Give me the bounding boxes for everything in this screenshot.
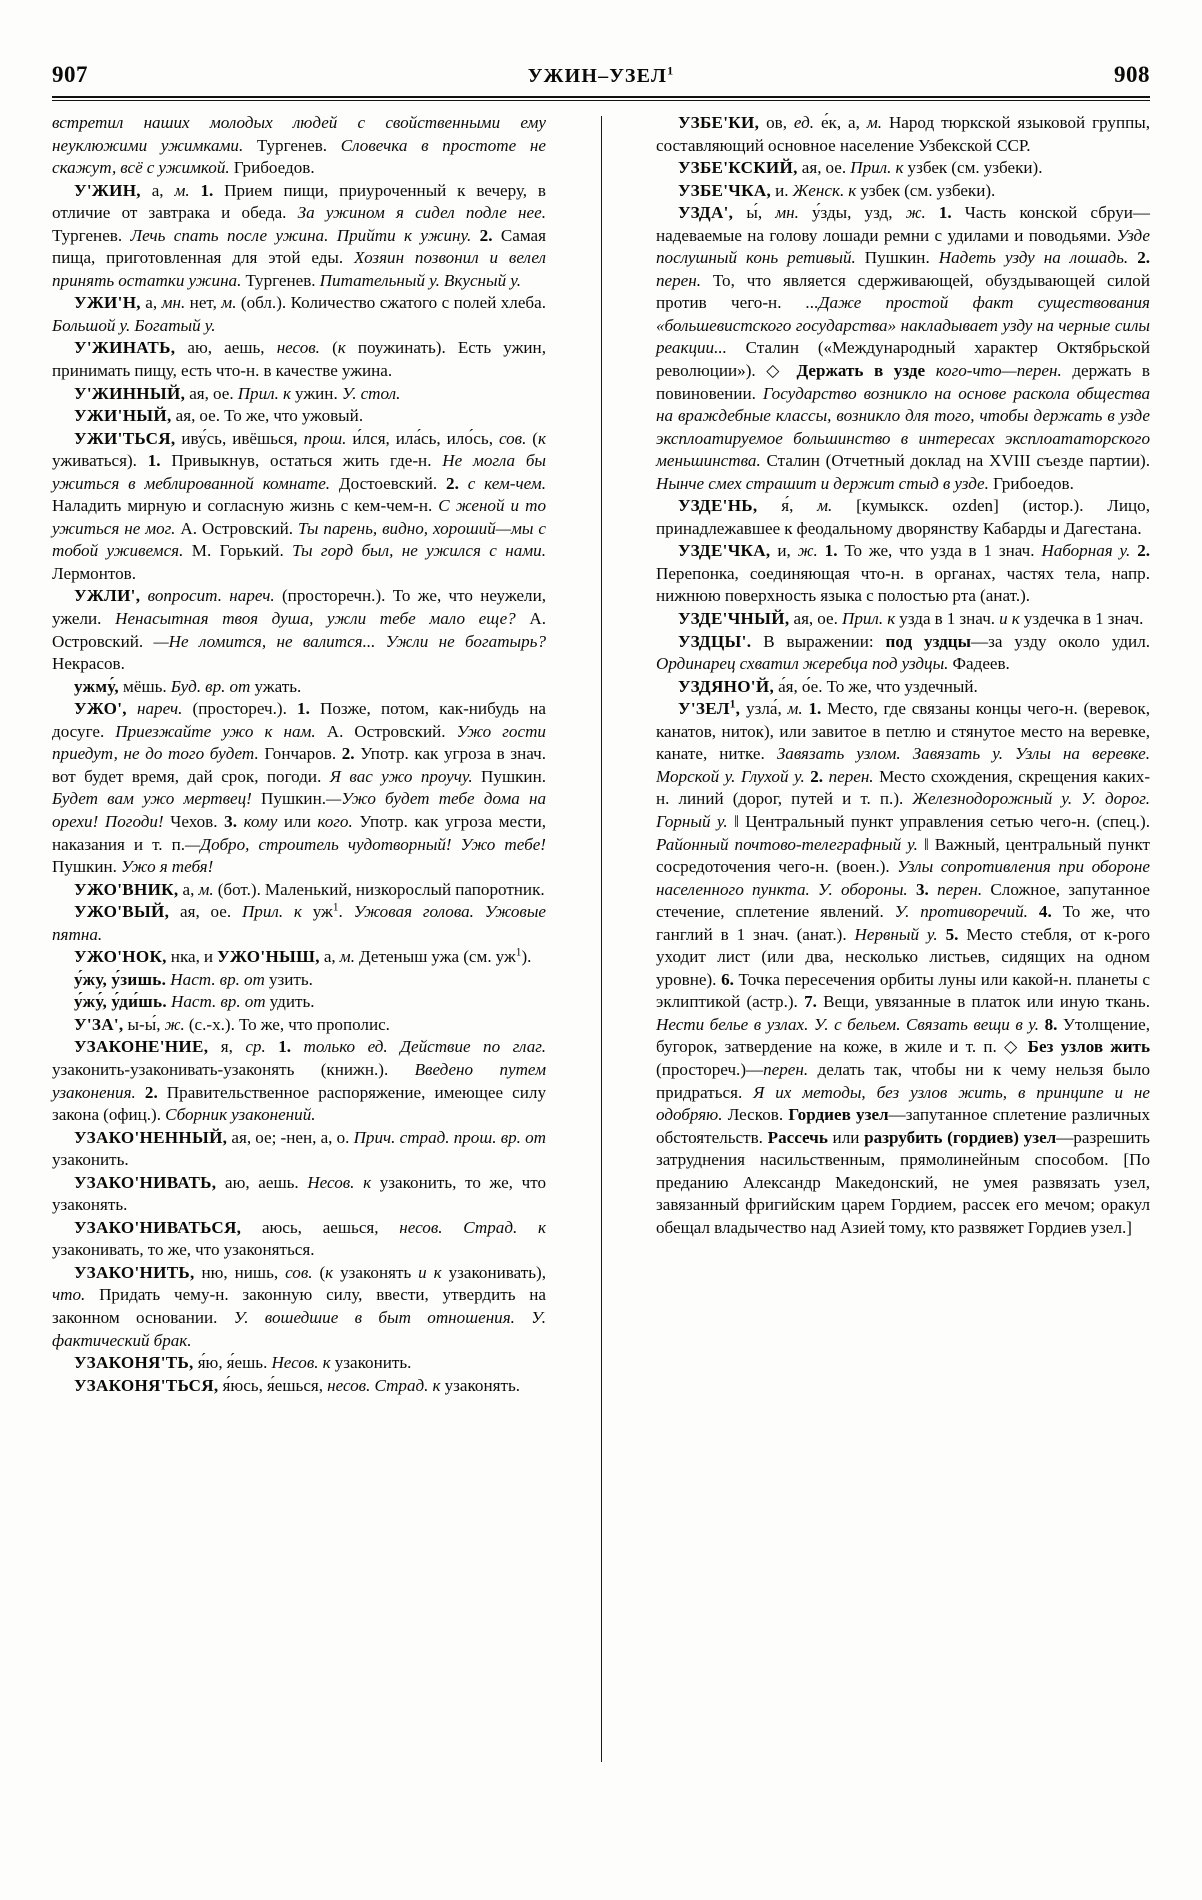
dictionary-entry: У'ЖИНАТЬ, аю, аешь, несов. (к поужинать). Есть ужин, принимать пищу, есть что-н. в качестве ужина. [52,338,546,381]
dictionary-entry: УЗАКОНЕ'НИЕ, я, ср. 1. только ед. Действие по глаг. узаконить-узаконивать-узаконять (книжн.). Введено путем узаконения. 2. Правительственное распоряжение, имеющее силу закона (офиц.). Сборник узаконений. [52,1037,546,1125]
header-rule [52,96,1150,101]
folio-right: 908 [1114,62,1150,87]
dictionary-entry: УЗБЕ'КСКИЙ, ая, ое. Прил. к узбек (см. узбеки). [678,158,1043,178]
dictionary-entry: УЖО', нареч. (простореч.). 1. Позже, потом, как-нибудь на досуге. Приезжайте ужо к нам. А. Островский. Ужо гости приедут, не до того будет. Гончаров. 2. Употр. как угроза в знач. вот будет время, дай срок, погоди. Я вас ужо проучу. Пушкин. Будет вам ужо мертвец! Пушкин.—Ужо будет тебе дома на орехи! Погоди! Чехов. 3. кому или кого. Употр. как угроза мести, наказания и т. п.—Добро, строитель чудотворный! Ужо тебе! Пушкин. Ужо я тебя! [52,699,547,877]
dictionary-entry: УЗДЦЫ'. В выражении: под уздцы—за узду около удил. Ординарец схватил жеребца под уздцы. Фадеев. [656,631,1150,674]
dictionary-entry: УЗДА', ы́, мн. у́зды, узд, ж. 1. Часть конской сбруи—надеваемые на голову лошади ремни с удилами и поводьями. Узде послушный конь ретивый. Пушкин. Надеть узду на лошадь. 2. перен. То, что является сдерживающей, обуздывающей силой против чего-н. ...Даже простой факт существования «большевистского государства» накладывает узду на черные силы реакции... Сталин («Международный характер Октябрьской революции»). ◇ Держать в узде кого-что—перен. держать в повиновении. Государство возникло на основе раскола общества на враждебные классы, возникло для того, чтобы держать в узде эксплоатируемое большинство в интересах эксплоататорского меньшинства. Сталин (Отчетный доклад на XVIII съезде партии). Нынче смех страшит и держит стыд в узде. Грибоедов. [656,203,1151,493]
column-gutter [546,112,656,1772]
dictionary-entry: У'ЗЕЛ$^1$, узла́, м. 1. Место, где связаны концы чего-н. (веревок, канатов, ниток), или завитое в петлю и стянутое место на веревке, канате, нитке. Завязать узлом. Завязать у. Узлы на веревке. Морской у. Глухой у. 2. перен. Место схождения, скрещения каких-н. линий (дорог, путей и т. п.). Железнодорожный у. У. дорог. Горный у. ‖ Центральный пункт управления сетью чего-н. (спец.). Районный почтово-телеграфный у. ‖ Важный, центральный пункт сосредоточения чего-н. (воен.). Узлы сопротивления при обороне населенного пункта. У. обороны. 3. перен. Сложное, запутанное стечение, сплетение явлений. У. противоречий. 4. То же, что ганглий в 1 знач. (анат.). Нервный у. 5. Место стебля, от к-рого уходит лист (или два, несколько листьев, сидящих на одном уровне). 6. Точка пересечения орбиты луны или какой-н. планеты с эклиптикой (астр.). 7. Вещи, увязанные в платок или иную ткань. Нести белье в узлах. У. с бельем. Связать вещи в у. 8. Утолщение, бугорок, затвердение на коже, в жиле и т. п. ◇ Без узлов жить (простореч.)—перен. делать так, чтобы ни к чему нельзя было придраться. Я их методы, без узлов жить, в принципе и не одобряю. Лесков. Гордиев узел—запутанное сплетение различных обстоятельств. Рассечь или разрубить (гордиев) узел—разрешить затруднения насильственным, прямолинейным способом. [По преданию Александр Македонский, не умея развязать узел, завязанный фригийским царем Гордием, рассек его мечом; оракул обещал владычество над Азией тому, кто развяжет Гордиев узел.] [656,698,1151,1237]
dictionary-entry: УЖИ'НЫЙ, ая, ое. То же, что ужовый. [74,406,364,426]
dictionary-entry: УЖЛИ', вопросит. нареч. (просторечн.). То же, что неужели, ужели. Ненасытная твоя душа, ужли тебе мало еще? А. Островский. —Не ломится, не валится... Ужли не богатырь? Некрасов. [52,586,546,674]
dictionary-entry: УЗАКО'НИВАТЬСЯ, аюсь, аешься, несов. Страд. к узаконивать, то же, что узаконяться. [52,1217,546,1260]
dictionary-entry: УЖО'ВНИК, а, м. (бот.). Маленький, низкорослый папоротник. [74,879,545,899]
folio-left: 907 [52,62,88,87]
dictionary-entry: у́жу́, у́ди́шь. Наст. вр. от удить. [74,992,315,1012]
dictionary-entry: УЖО'НОК, нка, и УЖО'НЫШ, а, м. Детеныш ужа (см. $уж^1$). [74,946,532,967]
dictionary-entry: У'ЖИННЫЙ, ая, ое. Прил. к ужин. У. стол. [74,383,401,403]
dictionary-entry: УЗАКО'НИТЬ, ню, нишь, сов. (к узаконять и к узаконивать), что. Придать чему-н. законную силу, ввести, утвердить на законном основании. У. вошедшие в быт отношения. У. фактический брак. [52,1262,546,1350]
dictionary-entry: УЗБЕ'ЧКА, и. Женск. к узбек (см. узбеки). [678,180,996,200]
dictionary-entry: УЗДЕ'ЧНЫЙ, ая, ое. Прил. к узда в 1 знач. и к уздечка в 1 знач. [678,609,1144,629]
dictionary-entry: у́жу, у́зишь. Наст. вр. от узить. [74,969,313,989]
dictionary-entry: УЗАКО'НИВАТЬ, аю, аешь. Несов. к узаконить, то же, что узаконять. [52,1172,546,1215]
running-title-text: УЖИН–УЗЕЛ [527,65,668,87]
dictionary-entry: УЗБЕ'КИ, ов, ед. е́к, а, м. Народ тюркской языковой группы, составляющий основное население Узбекской ССР. [656,113,1150,155]
entry-continuation: встретил наших молодых людей с свойственными ему неуклюжими ужимками. Тургенев. Словечка в простоте не скажут, всё с ужимкой. Грибоедов. [52,113,546,178]
dictionary-entry: УЖИ'Н, а, мн. нет, м. (обл.). Количество сжатого с полей хлеба. Большой у. Богатый у. [52,293,546,335]
dictionary-entry: УЖО'ВЫЙ, ая, ое. Прил. к $уж^1$. Ужовая голова. Ужовые пятна. [52,901,546,944]
dictionary-entry: У'ЖИН, а, м. 1. Прием пищи, приуроченный к вечеру, в отличие от завтрака и обеда. За ужином я сидел подле нее. Тургенев. Лечь спать после ужина. Прийти к ужину. 2. Самая пища, приготовленная для этой еды. Хозяин позвонил и велел принять остатки ужина. Тургенев. Питательный у. Вкусный у. [52,180,546,290]
dictionary-entry: УЗДЯНО'Й, а́я, о́е. То же, что уздечный. [678,676,978,696]
dictionary-entry: У'ЗА', ы-ы́, ж. (с.-х.). То же, что прополис. [74,1014,390,1034]
dictionary-entry: УЖИ'ТЬСЯ, иву́сь, ивёшься, прош. и́лся, ила́сь, ило́сь, сов. (к уживаться). 1. Привыкнув, остаться жить где-н. Не могла бы ужиться в меблированной комнате. Достоевский. 2. с кем-чем. Наладить мирную и согласную жизнь с кем-чем-н. С женой и то ужиться не мог. А. Островский. Ты парень, видно, хороший—мы с тобой уживемся. М. Горький. Ты горд был, не ужился с нами. Лермонтов. [52,428,547,583]
column-left [52,112,546,1772]
dictionary-entry: ужму́, мёшь. Буд. вр. от ужать. [74,676,302,696]
gutter-rule [601,116,602,1762]
dictionary-entry: УЗДЕ'НЬ, я́, м. [кумыкск. ozden] (истор.). Лицо, принадлежавшее к феодальному дворянству Кабарды и Дагестана. [656,496,1150,538]
running-title-superscript: 1 [667,63,675,78]
dictionary-entry: УЗАКО'НЕННЫЙ, ая, ое; -нен, а, о. Прич. страд. прош. вр. от узаконить. [52,1127,546,1170]
column-right [656,112,1150,1772]
running-title [527,63,675,87]
dictionary-entry: УЗАКОНЯ'ТЬ, я́ю, я́ешь. Несов. к узаконить. [74,1353,412,1373]
page-columns [52,112,1150,1772]
dictionary-entry: УЗДЕ'ЧКА, и, ж. 1. То же, что узда в 1 знач. Наборная у. 2. Перепонка, соединяющая что-н. в органах, частях тела, напр. нижнюю поверхность языка с полостью рта (анат.). [656,541,1151,606]
dictionary-entry: УЗАКОНЯ'ТЬСЯ, я́юсь, я́ешься, несов. Страд. к узаконять. [74,1375,521,1395]
running-head [52,52,1150,86]
